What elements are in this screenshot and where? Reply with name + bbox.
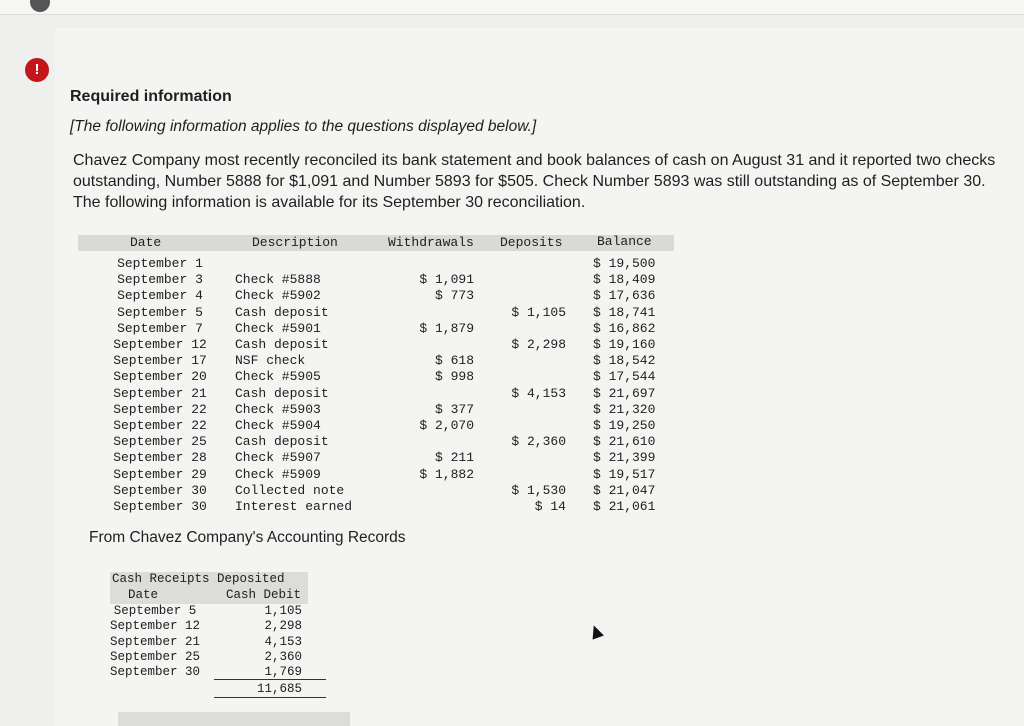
cash-receipts-title: Cash Receipts Deposited [112,572,285,586]
row-description: Check #5904 [235,418,321,433]
row-balance: $ 21,047 [593,482,656,498]
receipt-date: September 25 [109,649,200,664]
row-description: Check #5909 [235,466,321,482]
row-date: September 12 [113,337,207,352]
row-withdrawal: $ 211 [434,450,474,466]
toolbar-circle-icon [30,0,50,12]
row-description: Collected note [235,482,345,498]
table-row [78,483,678,499]
row-date: September 22 [113,401,207,417]
receipt-amount: 2,298 [264,619,302,634]
table-row [98,650,358,665]
table-row [78,272,678,288]
row-date: September 7 [117,320,203,336]
row-date: September 3 [117,272,203,288]
next-table-header [118,712,350,726]
row-withdrawal: $ 773 [434,288,474,304]
row-withdrawal: $ 1,091 [419,272,474,288]
receipt-date: September 21 [109,634,200,649]
row-withdrawal: $ 998 [434,369,474,385]
row-date: September 4 [117,288,203,304]
alert-icon: ! [25,58,49,82]
row-balance: $ 17,544 [593,369,656,385]
table-row [78,434,678,450]
row-balance: $ 18,741 [593,304,656,320]
row-date: September 28 [113,450,207,466]
row-deposit: $ 4,153 [511,385,566,401]
row-description: Cash deposit [235,337,329,352]
row-date: September 5 [117,304,203,320]
row-description: Cash deposit [235,434,329,450]
receipt-amount: 1,769 [264,665,302,680]
row-date: September 30 [113,482,207,498]
table-row [78,305,678,321]
table-row [78,402,678,418]
section-subtitle: [The following information applies to the questions displayed below.] [70,118,537,135]
table-row [98,635,358,650]
table-row [98,604,358,619]
row-description: Check #5902 [235,288,321,304]
row-balance: $ 21,610 [593,434,656,450]
row-balance: $ 19,517 [593,466,656,482]
row-date: September 22 [113,418,207,433]
row-description: Interest earned [235,499,353,514]
row-withdrawal: $ 2,070 [419,418,474,433]
browser-top-bar [0,0,1024,15]
row-withdrawal: $ 1,882 [419,466,474,482]
row-deposit: $ 2,298 [511,337,566,352]
row-description: Cash deposit [235,304,329,320]
receipt-amount: 1,105 [264,604,302,618]
table-row [78,337,678,353]
cash-receipts-col-date: Date [128,588,159,602]
receipt-date: September 5 [113,604,197,618]
table-row [78,321,678,337]
row-balance: $ 18,542 [593,353,656,369]
cash-receipts-table [98,571,358,721]
table-row [78,256,678,272]
table-row [78,386,678,402]
table-row [78,499,678,515]
table-row [78,353,678,369]
row-balance: $ 19,250 [593,418,656,433]
row-date: September 21 [113,385,207,401]
row-withdrawal: $ 1,879 [419,320,474,336]
row-withdrawal: $ 377 [434,401,474,417]
table-row [78,450,678,466]
table-row [78,369,678,385]
row-balance: $ 18,409 [593,272,656,288]
receipt-amount: 4,153 [264,634,302,649]
row-date: September 30 [113,499,207,514]
row-balance: $ 21,697 [593,385,656,401]
row-description: Check #5901 [235,320,321,336]
col-header-withdrawals: Withdrawals [388,235,474,250]
row-balance: $ 19,160 [593,337,656,352]
row-balance: $ 16,862 [593,320,656,336]
row-date: September 25 [113,434,207,450]
table-row [78,467,678,483]
row-description: Check #5907 [235,450,321,466]
row-date: September 17 [113,353,207,369]
col-header-description: Description [252,235,338,250]
row-withdrawal: $ 618 [434,353,474,369]
col-header-balance: Balance [597,234,652,249]
row-description: Check #5888 [235,272,321,288]
col-header-date: Date [130,235,162,250]
row-date: September 29 [113,466,207,482]
cash-receipts-total: 11,685 [256,682,302,696]
table-row [98,665,358,680]
total-double-rule [214,697,326,698]
problem-paragraph: Chavez Company most recently reconciled its bank statement and book balances of cash on August 31 and it reported two checks outstanding, Number 5888 for $1,091 and Number 5893 for $505. Check Number 5893 was still outstanding as of September 30. The following information is available for its September 30 reconciliation. [73,152,996,211]
table-row [78,418,678,434]
bank-header-row [78,235,674,251]
row-deposit: $ 1,105 [511,304,566,320]
row-date: September 1 [117,256,203,271]
row-description: NSF check [235,353,306,369]
row-balance: $ 19,500 [593,256,656,271]
row-description: Check #5905 [235,369,321,385]
row-deposit: $ 1,530 [511,482,566,498]
row-deposit: $ 14 [534,499,566,514]
row-balance: $ 17,636 [593,288,656,304]
row-balance: $ 21,399 [593,450,656,466]
section-title: Required information [70,88,232,105]
receipt-amount: 2,360 [264,649,302,664]
col-header-deposits: Deposits [500,235,563,250]
cash-receipts-col-amount: Cash Debit [226,588,302,602]
table-row [98,619,358,634]
table-row [78,288,678,304]
row-deposit: $ 2,360 [511,434,566,450]
row-balance: $ 21,320 [593,401,656,417]
row-balance: $ 21,061 [593,499,656,514]
receipt-date: September 12 [109,619,200,634]
bank-statement-table [78,232,678,522]
row-description: Check #5903 [235,401,321,417]
receipt-date: September 30 [109,665,200,680]
accounting-records-title: From Chavez Company's Accounting Records [89,529,406,546]
total-rule [214,679,326,680]
row-date: September 20 [113,369,207,385]
row-description: Cash deposit [235,385,329,401]
